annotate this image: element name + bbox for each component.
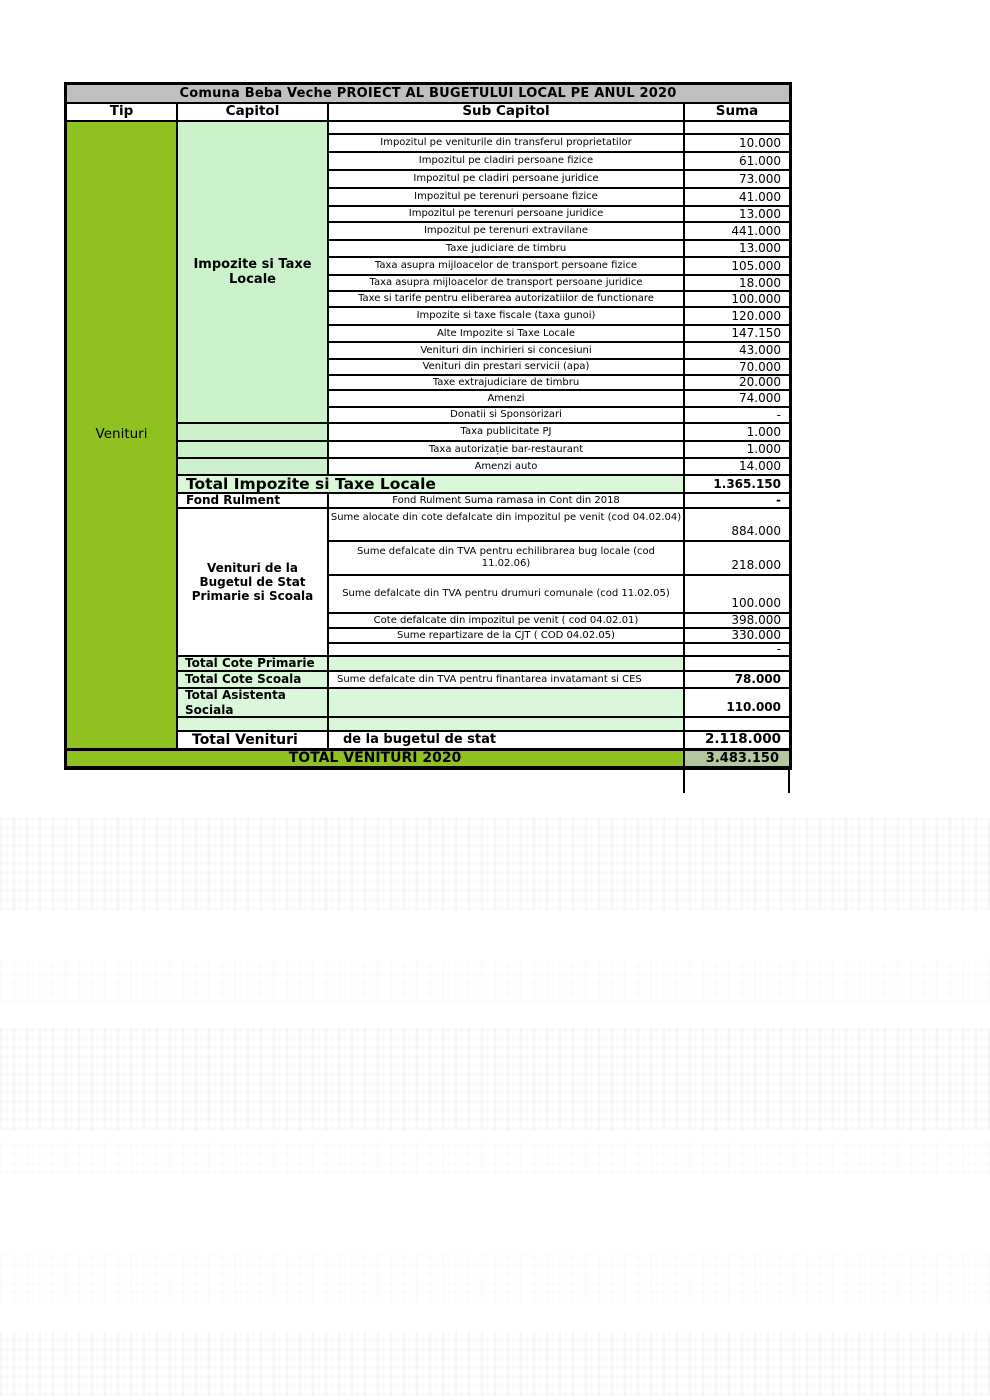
grand-total-suma: 3.483.150	[684, 749, 790, 768]
total-impozite-label: Total Impozite si Taxe Locale	[177, 475, 684, 493]
subcapitol-cell: Impozitul pe terenuri extravilane	[328, 222, 684, 240]
suma-cell: 10.000	[684, 134, 790, 152]
capitol-cell-bugetul-de-stat-text: Venituri de la Bugetul de Stat Primarie si Scoala	[191, 560, 314, 604]
total-cote-scoala-label: Total Cote Scoala	[177, 671, 328, 688]
subcapitol-cell	[328, 643, 684, 656]
capitol-cell-empty	[177, 458, 328, 475]
capitol-cell-impozite-taxe-locale	[177, 121, 328, 423]
total-asistenta-sociala-suma: 110.000	[684, 688, 790, 717]
bleed-through-artifact	[0, 818, 990, 910]
capitol-cell-bugetul-de-stat	[177, 508, 328, 656]
subcapitol-cell: Donatii si Sponsorizari	[328, 407, 684, 423]
subcapitol-cell-text: Sume defalcate din TVA pentru echilibrarea bug locale (cod 11.02.06)	[357, 546, 655, 569]
suma-cell: -	[684, 407, 790, 423]
tip-cell-venituri: Venituri	[66, 121, 177, 749]
subcapitol-cell	[328, 541, 684, 575]
capitol-cell-impozite-taxe-locale-text: Impozite si Taxe Locale	[193, 256, 312, 287]
suma-column-border-stub-left	[683, 768, 685, 793]
table-title: Comuna Beba Veche PROIECT AL BUGETULUI LOCAL PE ANUL 2020	[66, 84, 790, 103]
bleed-through-artifact	[0, 1028, 990, 1130]
grand-total-label: TOTAL VENITURI 2020	[66, 749, 684, 768]
total-asistenta-sociala-label: Total Asistenta Sociala	[177, 688, 328, 717]
column-header-suma: Suma	[684, 103, 790, 121]
subcapitol-cell: Cote defalcate din impozitul pe venit ( cod 04.02.01)	[328, 613, 684, 628]
subcapitol-cell	[328, 121, 684, 134]
suma-cell: 73.000	[684, 170, 790, 188]
subcapitol-cell: Impozite si taxe fiscale (taxa gunoi)	[328, 307, 684, 325]
suma-cell: 100.000	[684, 291, 790, 307]
suma-cell: 43.000	[684, 342, 790, 359]
capitol-cell-empty	[177, 423, 328, 441]
budget-table	[64, 82, 792, 770]
subcapitol-cell: Sume alocate din cote defalcate din impozitul pe venit (cod 04.02.04)	[328, 508, 684, 541]
suma-cell	[684, 121, 790, 134]
bleed-through-artifact	[0, 1142, 990, 1174]
empty-row-label	[177, 717, 328, 731]
subcapitol-cell: Sume repartizare de la CJT ( COD 04.02.05)	[328, 628, 684, 643]
suma-cell: 105.000	[684, 257, 790, 275]
total-asistenta-sociala-sub	[328, 688, 684, 717]
capitol-cell-empty	[177, 441, 328, 458]
total-cote-primarie-label: Total Cote Primarie	[177, 656, 328, 671]
bleed-through-artifact	[0, 958, 990, 1003]
total-venituri-suma: 2.118.000	[684, 731, 790, 749]
suma-cell: -	[684, 643, 790, 656]
subcapitol-cell: Impozitul pe terenuri persoane fizice	[328, 188, 684, 206]
suma-cell: 884.000	[684, 508, 790, 541]
subcapitol-cell: Venituri din inchirieri si concesiuni	[328, 342, 684, 359]
suma-column-border-stub-right	[788, 768, 790, 793]
subcapitol-cell: Impozitul pe cladiri persoane juridice	[328, 170, 684, 188]
column-header-capitol: Capitol	[177, 103, 328, 121]
suma-cell: 74.000	[684, 390, 790, 407]
total-cote-primarie-sub	[328, 656, 684, 671]
suma-cell: 218.000	[684, 541, 790, 575]
total-cote-primarie-suma	[684, 656, 790, 671]
subcapitol-cell: Amenzi auto	[328, 458, 684, 475]
suma-cell: 441.000	[684, 222, 790, 240]
subcapitol-cell: Taxa autorizație bar-restaurant	[328, 441, 684, 458]
column-header-tip: Tip	[66, 103, 177, 121]
subcapitol-cell: Impozitul pe terenuri persoane juridice	[328, 206, 684, 222]
subcapitol-cell: Venituri din prestari servicii (apa)	[328, 359, 684, 375]
suma-cell: 398.000	[684, 613, 790, 628]
suma-cell: 41.000	[684, 188, 790, 206]
total-cote-scoala-suma: 78.000	[684, 671, 790, 688]
subcapitol-cell: Taxa asupra mijloacelor de transport persoane juridice	[328, 275, 684, 291]
suma-cell: 1.000	[684, 441, 790, 458]
suma-cell: 330.000	[684, 628, 790, 643]
suma-cell: 120.000	[684, 307, 790, 325]
column-header-sub-capitol: Sub Capitol	[328, 103, 684, 121]
suma-cell: 61.000	[684, 152, 790, 170]
suma-cell: 14.000	[684, 458, 790, 475]
suma-cell: 1.000	[684, 423, 790, 441]
empty-row-sub	[328, 717, 684, 731]
bleed-through-artifact	[0, 1332, 990, 1396]
empty-row-suma	[684, 717, 790, 731]
bleed-through-artifact	[0, 1255, 990, 1303]
subcapitol-cell: Sume defalcate din TVA pentru drumuri comunale (cod 11.02.05)	[328, 575, 684, 613]
total-impozite-suma: 1.365.150	[684, 475, 790, 493]
total-venituri-label: Total Venituri	[177, 731, 328, 749]
subcapitol-cell: Taxa publicitate PJ	[328, 423, 684, 441]
fond-rulment-label: Fond Rulment	[177, 493, 328, 508]
subcapitol-cell: Impozitul pe veniturile din transferul proprietatilor	[328, 134, 684, 152]
subcapitol-cell: Taxa asupra mijloacelor de transport persoane fizice	[328, 257, 684, 275]
suma-cell: 18.000	[684, 275, 790, 291]
suma-cell: 20.000	[684, 375, 790, 390]
suma-cell: 70.000	[684, 359, 790, 375]
suma-cell: 147.150	[684, 325, 790, 342]
suma-cell: 13.000	[684, 240, 790, 257]
suma-cell: -	[684, 493, 790, 508]
subcapitol-cell: Amenzi	[328, 390, 684, 407]
suma-cell: 13.000	[684, 206, 790, 222]
subcapitol-cell: Taxe judiciare de timbru	[328, 240, 684, 257]
suma-cell: 100.000	[684, 575, 790, 613]
total-cote-scoala-sub: Sume defalcate din TVA pentru finantarea invatamant si CES	[328, 671, 684, 688]
subcapitol-cell: Impozitul pe cladiri persoane fizice	[328, 152, 684, 170]
subcapitol-cell: Taxe si tarife pentru eliberarea autorizatiilor de functionare	[328, 291, 684, 307]
subcapitol-cell: Fond Rulment Suma ramasa in Cont din 2018	[328, 493, 684, 508]
subcapitol-cell: Taxe extrajudiciare de timbru	[328, 375, 684, 390]
subcapitol-cell: Alte Impozite si Taxe Locale	[328, 325, 684, 342]
total-venituri-sub: de la bugetul de stat	[328, 731, 684, 749]
